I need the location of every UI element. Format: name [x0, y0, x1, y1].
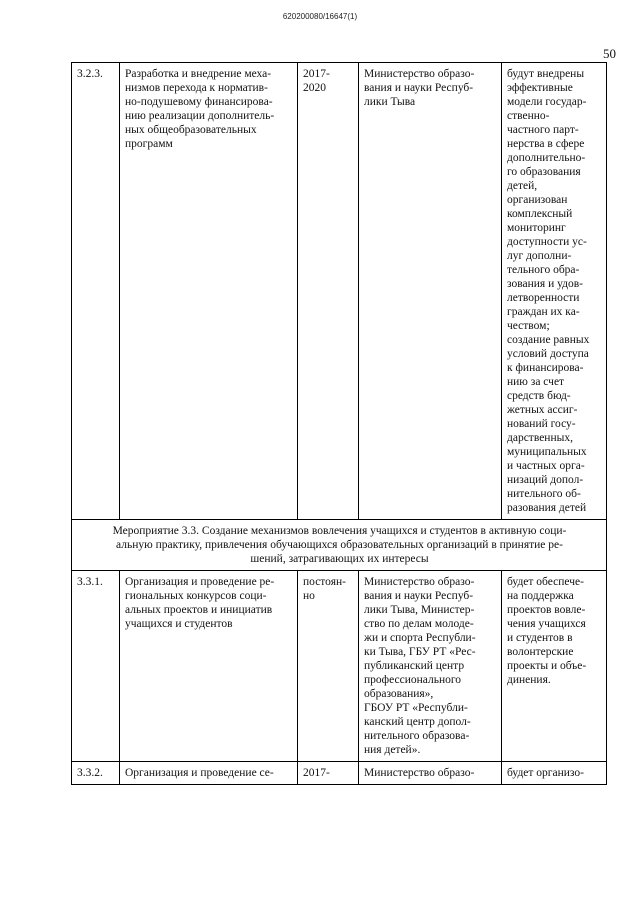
activity-period: 2017- [298, 762, 359, 785]
table-row [72, 762, 607, 785]
activity-result: будут внедрены эффективные модели государ- ственно- частного парт- нерства в сфере дополнительно- го образования детей, организован комплексный мониторинг доступности ус- луг дополни- тельного обра- зования и удов- летворенности граждан их ка- чеством; создание равных условий доступа к финансирова- нию за счет средств бюд- жетных ассиг- нований госу- дарственных, муниципальных и частных орга- низаций допол- нительного об- разования детей [502, 63, 607, 520]
activity-executor: Министерство образо- вания и науки Респуб- лики Тыва [359, 63, 502, 520]
activity-name: Организация и проведение се- [120, 762, 298, 785]
activities-table [71, 62, 607, 785]
activity-executor: Министерство образо- вания и науки Респуб- лики Тыва, Министер- ство по делам молоде- жи и спорта Республи- ки Тыва, ГБУ РТ «Рес- публиканский центр профессионального образования», ГБОУ РТ «Республи- канский центр допол- нительного образова- ния детей». [359, 571, 502, 762]
activity-period: постоян- но [298, 571, 359, 762]
section-heading: Мероприятие 3.3. Создание механизмов вовлечения учащихся и студентов в активную соци- альную практику, привлечения обучающихся образовательных организаций в принятие ре- шений, затрагивающих их интересы [72, 520, 607, 571]
activity-name: Организация и проведение ре- гиональных конкурсов соци- альных проектов и инициатив учащихся и студентов [120, 571, 298, 762]
document-code: 620200080/16647(1) [282, 12, 358, 21]
activity-result: будет обеспече- на поддержка проектов вовле- чения учащихся и студентов в волонтерские проекты и объе- динения. [502, 571, 607, 762]
table-row [72, 571, 607, 762]
table-row [72, 63, 607, 520]
section-row [72, 520, 607, 571]
row-number: 3.3.1. [72, 571, 120, 762]
activity-executor: Министерство образо- [359, 762, 502, 785]
activity-name: Разработка и внедрение меха- низмов перехода к норматив- но-подушевому финансирова- нию реализации дополнитель- ных общеобразовательных программ [120, 63, 298, 520]
row-number: 3.3.2. [72, 762, 120, 785]
row-number: 3.2.3. [72, 63, 120, 520]
activity-result: будет организо- [502, 762, 607, 785]
page-number: 50 [603, 46, 616, 61]
activity-period: 2017- 2020 [298, 63, 359, 520]
